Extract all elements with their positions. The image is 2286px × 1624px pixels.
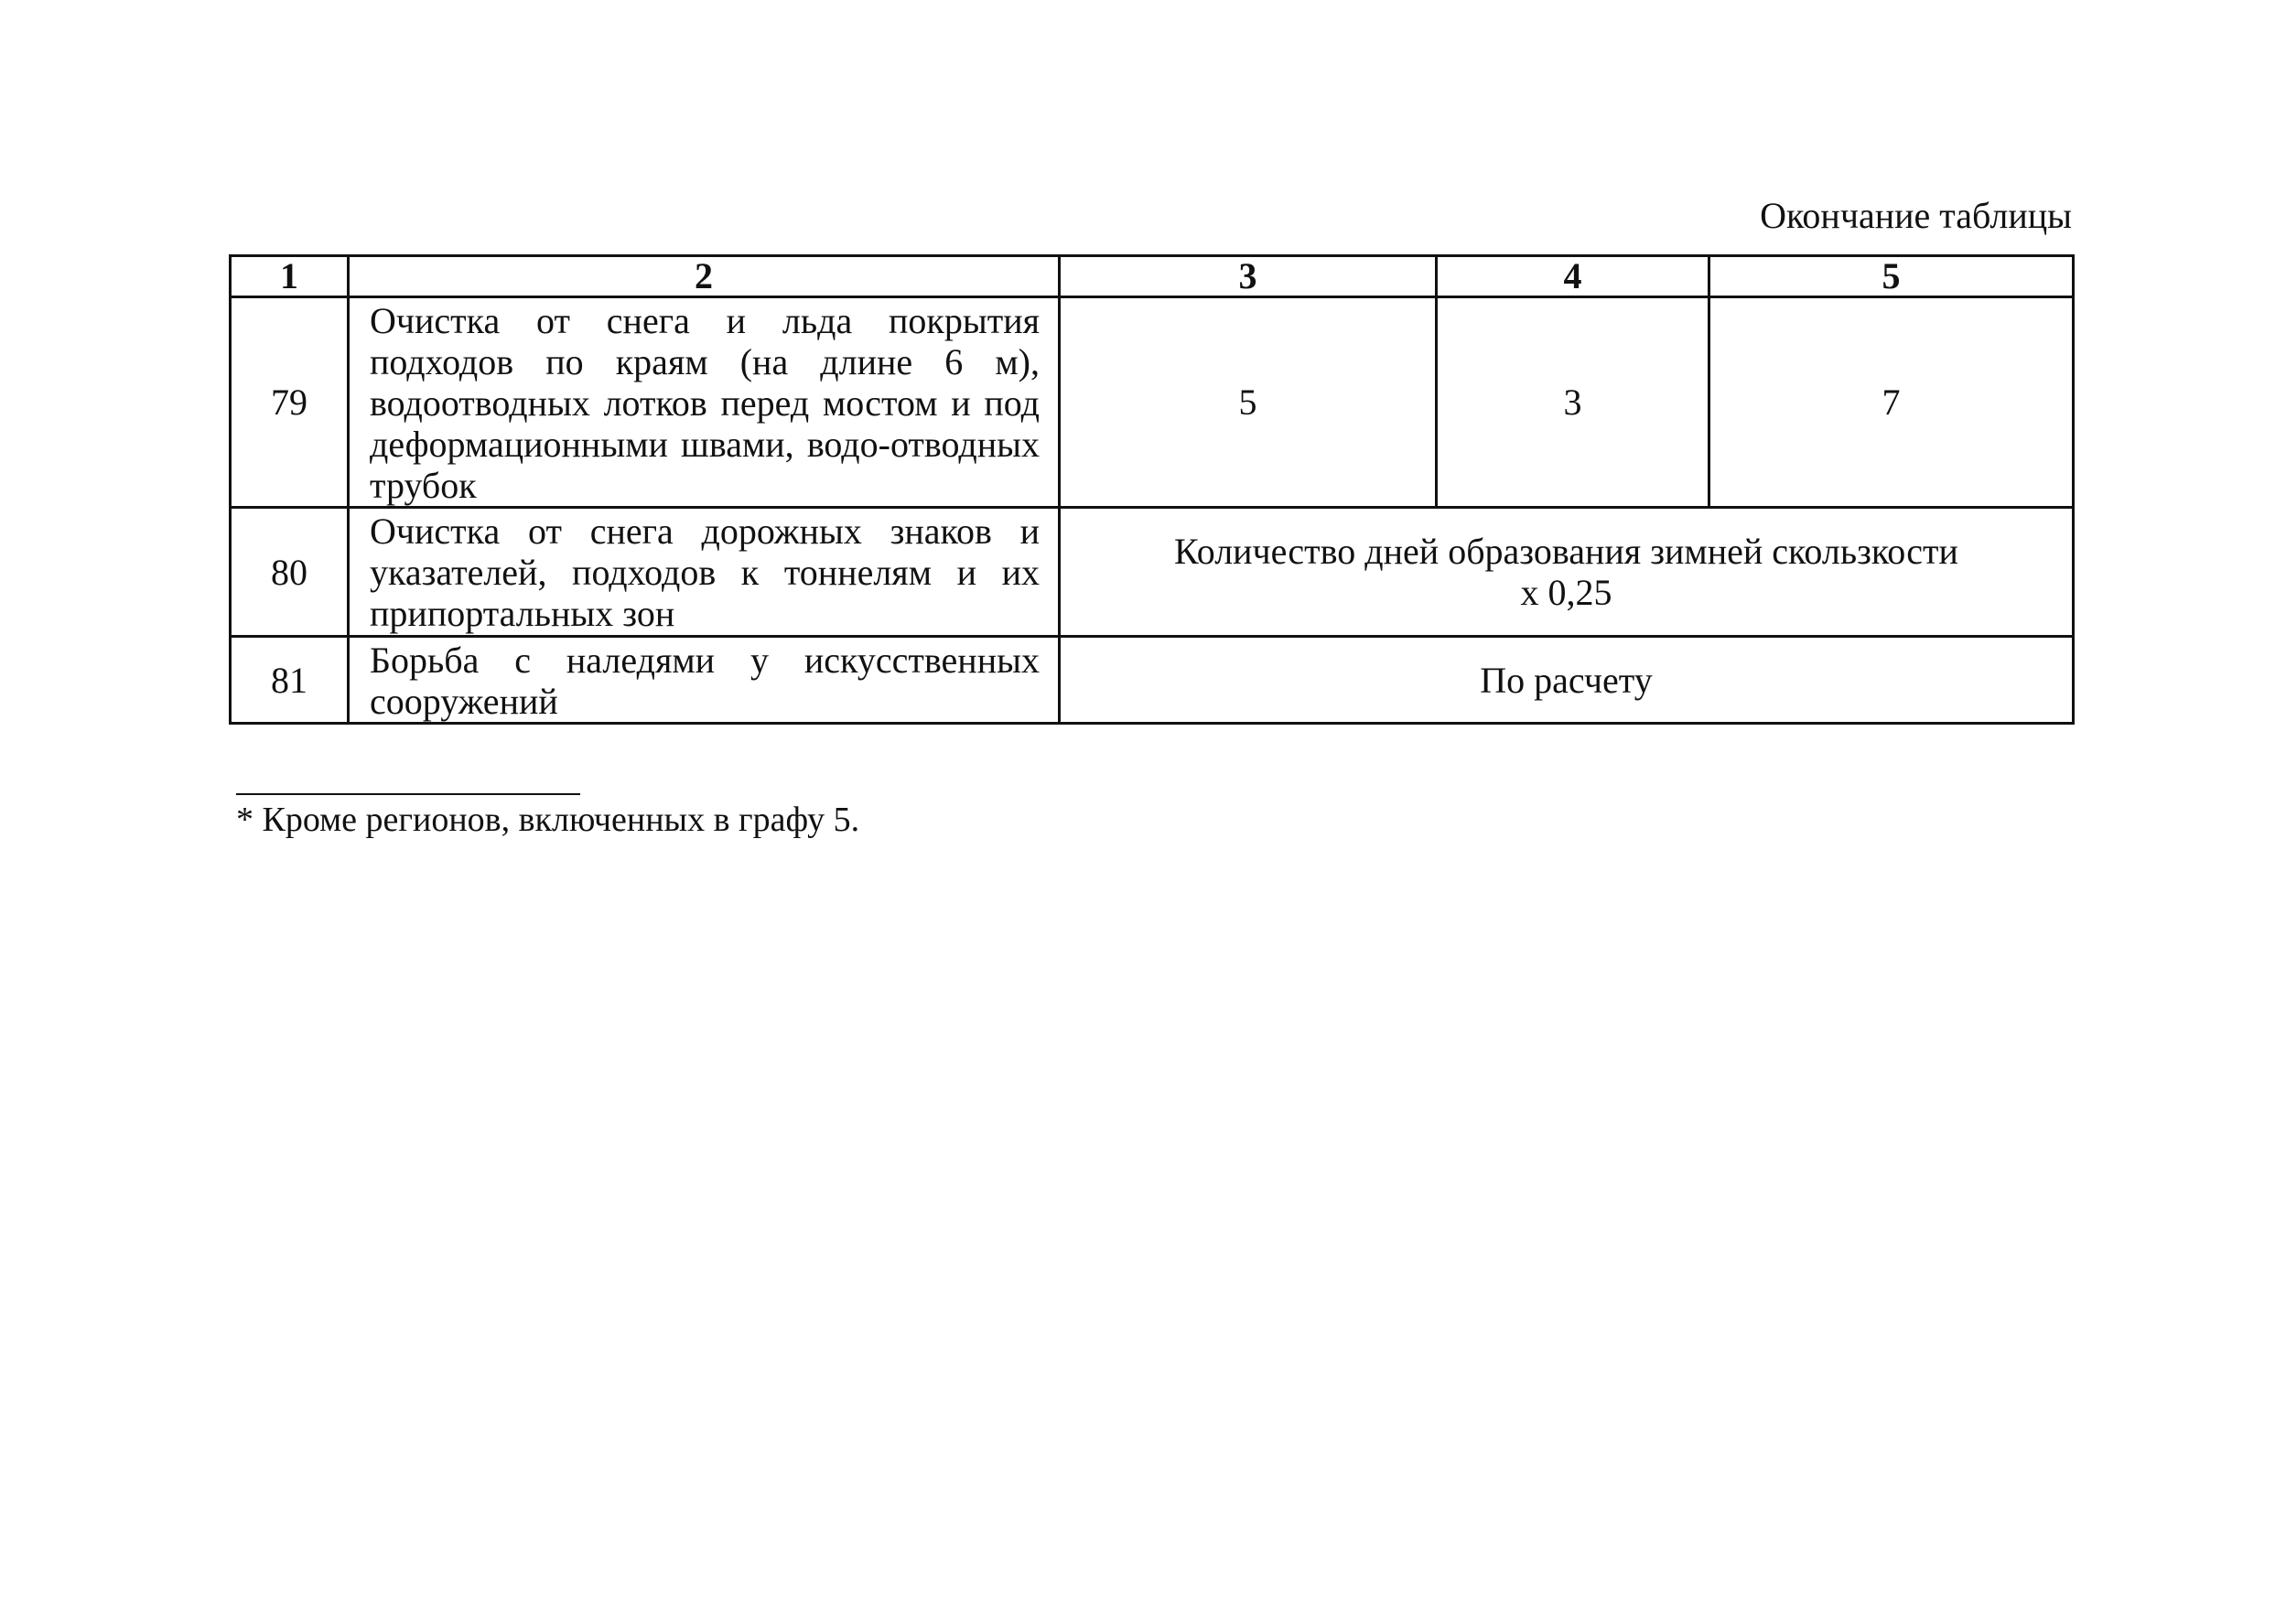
row-description: Борьба с наледями у искусственных сооружений [349, 637, 1060, 724]
column-header-2: 2 [349, 256, 1060, 297]
row-description: Очистка от снега дорожных знаков и указателей, подходов к тоннелям и их припортальных зон [349, 508, 1060, 637]
column-header-1: 1 [231, 256, 349, 297]
table-header-row [231, 256, 2074, 297]
footnote-divider [236, 793, 580, 795]
row-number: 80 [231, 508, 349, 637]
footnote: * Кроме регионов, включенных в графу 5. [236, 801, 860, 839]
row-merged-value: По расчету [1060, 637, 2074, 724]
merged-value-line-1: Количество дней образования зимней скользкости [1174, 531, 1958, 572]
table-row [231, 297, 2074, 508]
table-caption: Окончание таблицы [1760, 195, 2072, 236]
column-header-3: 3 [1060, 256, 1437, 297]
data-table [229, 254, 2075, 725]
row-value-col4: 3 [1437, 297, 1709, 508]
row-description: Очистка от снега и льда покрытия подходов по краям (на длине 6 м), водоотводных лотков перед мостом и под деформационными швами, водо-отводных трубок [349, 297, 1060, 508]
row-merged-value [1060, 508, 2074, 637]
row-value-col3: 5 [1060, 297, 1437, 508]
row-number: 79 [231, 297, 349, 508]
merged-value-line-2: х 0,25 [1520, 572, 1612, 613]
column-header-4: 4 [1437, 256, 1709, 297]
table-row [231, 637, 2074, 724]
column-header-5: 5 [1709, 256, 2074, 297]
row-number: 81 [231, 637, 349, 724]
table-row [231, 508, 2074, 637]
row-value-col5: 7 [1709, 297, 2074, 508]
